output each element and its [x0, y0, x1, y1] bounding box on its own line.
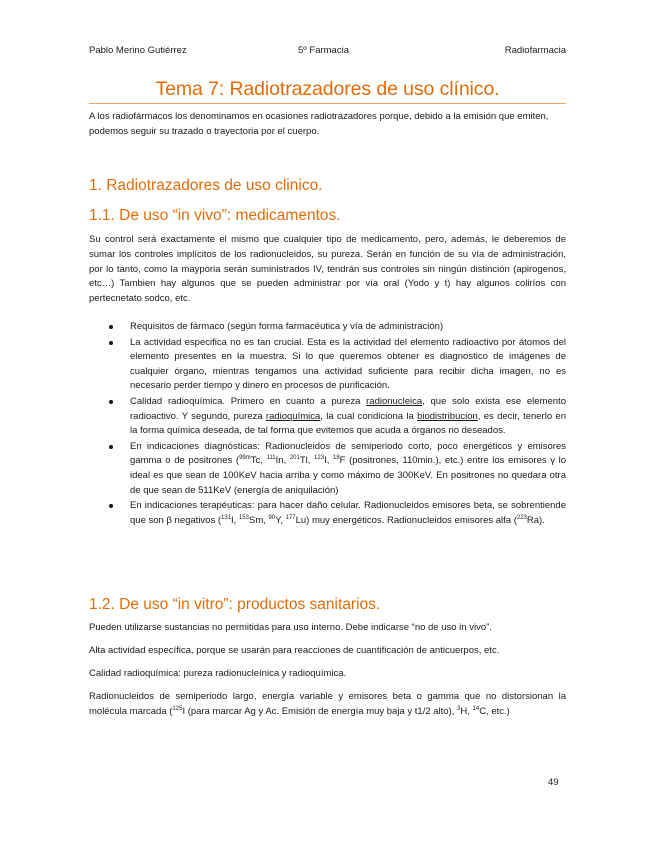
header-subject: Radiofarmacia: [504, 45, 566, 56]
list-item: Calidad radioquímica. Primero en cuanto a pureza radionucleica, que solo exista ese elemento radioactivo. Y segundo, pureza radioquímica, la cual condiciona la biodistribucion, es decir, tenerlo en la forma química deseada, de tal forma que evitemos que acuda a órganos no deseados.: [89, 395, 566, 439]
bullet-icon: [109, 341, 113, 345]
page-number: 49: [548, 777, 559, 788]
subsection-heading-in-vitro: 1.2. De uso “in vitro”: productos sanitarios.: [89, 596, 381, 613]
in-vitro-paragraph: Calidad radioquímica: pureza radionucleínica y radioquímica.: [89, 668, 347, 679]
bullet-icon: [109, 400, 113, 404]
list-item: Requisitos de fármaco (según forma farmacéutica y vía de administración): [89, 320, 566, 335]
title-container: [89, 78, 566, 101]
term-radionucleica: radionucleica: [366, 395, 423, 407]
intro-paragraph: A los radiofármacos los denominamos en ocasiones radiotrazadores porque, debido a la emisión que emiten, podemos seguir su trazado o trayectoria por el cuerpo.: [89, 111, 549, 137]
term-radioquimica: radioquímica: [265, 410, 321, 422]
in-vitro-paragraph: Pueden utilizarse sustancias no permitidas para uso interno. Debe indicarse “no de uso in vivo”.: [89, 622, 492, 633]
bullet-icon: [109, 445, 113, 449]
page-header: [89, 45, 566, 59]
title-divider: [89, 103, 566, 104]
list-item: En indicaciones diagnósticas: Radionucleidos de semiperiodo corto, poco energéticos y emisores gamma o de positrones ($^{99m}$Tc, $^{111}$In, $^{201}$Tl, $^{123}$I, $^{18}$F (positrones, 110min.), etc.) entre los emisores γ lo ideal es que sean de 100KeV hacia arriba y como máximo de 300KeV. En positrones no quedara otra de que sean de 511KeV (energía de aniquilación): [89, 440, 566, 498]
in-vivo-paragraph: Su control será exactamente el mismo que cualquier tipo de medicamento, pero, además, le deberemos de sumar los controles implícitos de los radionucleidos, su pureza. Serán en función de su vía de administración, por lo tanto, como la mayporia serán suministrados IV, tendrán sus controles sin ningún distinción (apirogenos, etc…) Tambien hay algunos que se pueden administrar por vía oral (Yodo y t) hay algunos coliríos con pertecnetato sodco, etc.: [89, 234, 566, 305]
section-heading: 1. Radiotrazadores de uso clinico.: [89, 177, 323, 194]
subsection-heading-in-vivo: 1.1. De uso “in vivo”: medicamentos.: [89, 207, 341, 224]
in-vitro-paragraph: Radionucleidos de semiperiodo largo, energía variable y emisores beta o gamma que no distorsionan la molécula marcada ($^{125}$I (para marcar Ag y Ac. Emisión de energía muy baja y t1/2 alto), $^3$H, $^{14}$C, etc.): [89, 691, 566, 717]
in-vitro-paragraph: Alta actividad específica, porque se usarán para reacciones de cuantificación de anticuerpos, etc.: [89, 645, 500, 656]
requirements-list: [89, 320, 566, 529]
page-title: Tema 7: Radiotrazadores de uso clínico.: [155, 78, 500, 100]
list-item: La actividad especifica no es tan crucial. Esta es la actividad del elemento radioactivo por átomos del elemento presentes en la muestra. Si lo que queremos obtener es diagnostico de imágenes de cualquier órgano, mientras tengamos una actividad suficiente para recibir dicha imagen, no es necesario perder tiempo y dinero en procesos de purificación.: [89, 336, 566, 394]
header-author: Pablo Merino Gutiérrez: [89, 45, 187, 56]
bullet-icon: [109, 325, 113, 329]
term-biodistribucion: biodistribucion: [417, 410, 478, 422]
list-item: En indicaciones terapéuticas: para hacer daño celular. Radionucleidos emisores beta, se sobrentiende que son β negativos ($^{131}$I, $^{153}$Sm, $^{90}$Y, $^{177}$Lu) muy energéticos. Radionucleidos emisores alfa ($^{223}$Ra).: [89, 499, 566, 528]
bullet-icon: [109, 504, 113, 508]
header-course: 5º Farmacia: [298, 45, 349, 56]
